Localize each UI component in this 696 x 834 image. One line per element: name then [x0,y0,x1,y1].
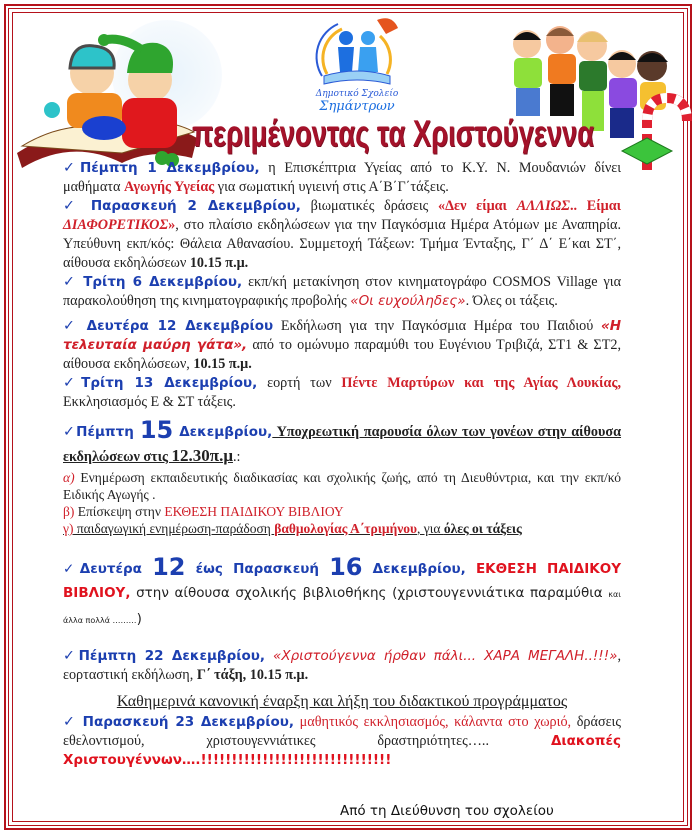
sub-item-label: β) [63,504,75,519]
checkmark-icon: ✓ [63,375,82,391]
event-text: Εκδήλωση για την Παγκόσμια Ημέρα του Παιδιού [273,318,601,334]
event-date: Παρασκευή 2 Δεκεμβρίου, [90,198,301,214]
sub-item-text: , για [417,521,444,536]
kids-on-book-illustration [12,18,202,168]
event-text: .: [232,449,241,465]
sub-item-highlight: ΕΚΘΕΣΗ ΠΑΙΔΙΚΟΥ ΒΙΒΛΙΟΥ [164,504,344,519]
event-item [63,197,621,273]
event-highlight: ΕΚΘΕΣΗ ΠΑΙΔΙΚΟΥ ΒΙΒΛΙΟΥ, [63,561,621,601]
event-text: για σωματική υγιεινή στις Α΄Β΄Γ΄τάξεις. [214,179,449,195]
event-date: Τρίτη 6 Δεκεμβρίου, [83,274,243,290]
date-part: Πέμπτη [76,424,140,440]
event-item [63,273,621,311]
event-text: η Επισκέπτρια Υγείας από το Κ.Υ. Ν. Μουδανιών δίνει μαθήματα [63,160,622,195]
event-text: . Όλες οι τάξεις. [465,293,558,309]
event-red-text: μαθητικός εκκλησιασμός, κάλαντα στο χωριό, [294,714,572,730]
event-bold: Γ΄ τάξη, 10.15 π.μ. [196,667,309,683]
date-number: 12 [152,553,186,581]
checkmark-icon: ✓ [63,714,77,730]
event-date: Τρίτη 13 Δεκεμβρίου, [81,375,258,391]
play-title: «Η τελευταία μαύρη γάτα», [63,318,622,353]
sub-item-label: α) [63,470,75,485]
quote-part: .. Είμαι [569,198,622,214]
sub-item-text: Ενημέρωση εκπαιδευτικής διαδικασίας και σχολικής ζωής, από τη Διευθύντρια, και την εκπ/κό Ειδικής Αγωγής . [63,470,621,502]
event-highlight: Αγωγής Υγείας [123,179,215,195]
event-highlight: Πέντε Μαρτύρων και της Αγίας Λουκίας, [341,375,621,391]
quote-part: ΑΛΛΙΩΣ [516,198,570,214]
sub-item [63,503,621,520]
date-part: Δεκεμβρίου, [362,561,466,577]
date-part: Δευτέρα [79,561,153,577]
event-text: δράσεις εθελοντισμού, χριστουγεννιάτικες δραστηριότητες….. [63,714,621,749]
date-number: 15 [139,416,174,444]
event-time: 12.30π.μ [171,446,233,465]
event-date [79,553,466,581]
page-title: περιμένοντας τα Χριστούγεννα [192,113,594,154]
checkmark-icon: ✓ [63,274,78,290]
holiday-text: Διακοπές Χριστουγέννων….!!!!!!!!!!!!!!!!!!!!!!!!!!!!!!! [63,733,621,768]
event-text-part: Υποχρεωτική παρουσία όλων των γονέων στην αίθουσα εκδηλώσεων στις [63,424,622,465]
event-item [63,713,621,770]
event-item [63,418,621,469]
event-item [63,555,621,633]
quote-part: «Δεν είμαι [438,198,517,214]
event-date: Πέμπτη 22 Δεκεμβρίου, [78,648,266,664]
checkmark-icon: ✓ [63,198,82,214]
checkmark-icon: ✓ [63,648,79,664]
event-date: Δευτέρα 12 Δεκεμβρίου [86,318,274,334]
daily-schedule-note: Καθημερινά κανονική έναρξη και λήξη του διδακτικού προγράμματος [116,693,568,710]
event-date: Πέμπτη 1 Δεκεμβρίου, [79,160,260,176]
event-time: 10.15 π.μ. [193,356,252,372]
event-small-text: και άλλα πολλά ……… [63,590,621,625]
date-part: Δεκεμβρίου, [173,424,273,440]
sub-item [63,469,621,503]
quote-part: ΔΙΑΦΟΡΕΤΙΚΟΣ [63,217,169,233]
checkmark-icon: ✓ [63,160,80,176]
checkmark-icon: ✓ [63,561,80,577]
movie-title: «Οι ευχούληδες» [350,293,466,309]
date-number: 16 [329,553,363,581]
sub-item-text: παιδαγωγική ενημέρωση-παράδοση [73,521,275,536]
logo-line2: Σημάντρων [319,99,395,114]
event-item [63,317,621,374]
event-date: Παρασκευή 23 Δεκεμβρίου, [82,714,295,730]
event-text: βιωματικές δράσεις [300,198,439,214]
school-logo [302,14,412,114]
sub-item-text: Επίσκεψη στην [74,504,165,519]
logo-line1: Δημοτικό Σχολείο [315,89,399,99]
signature: Από τη Διεύθυνση του σχολείου [340,803,554,819]
event-item [63,374,621,412]
event-quote: «Χριστούγεννα ήρθαν πάλι... ΧΑΡΑ ΜΕΓΑΛΗ..!!!» [265,648,618,664]
event-text: στην αίθουσα σχολικής βιβλιοθήκης (χριστουγεννιάτικα παραμύθια [130,585,609,601]
sub-item [63,520,621,537]
checkmark-icon: ✓ [63,424,77,440]
sub-item-label: γ) [63,521,74,536]
quote-part: » [168,217,176,233]
header-banner [12,10,684,160]
event-item [63,647,621,685]
checkmark-icon: ✓ [63,318,79,334]
event-time: 10.15 π.μ. [189,255,249,271]
event-text: , εορταστική εκδήλωση, [63,648,622,683]
sub-item-highlight: βαθμολογίας Α΄τριμήνου [274,521,418,536]
event-date [76,416,273,444]
events-list [63,159,621,770]
event-text: ) [136,611,142,627]
date-part: έως Παρασκευή [185,561,330,577]
event-text: εορτή των [257,375,342,391]
event-text: Εκκλησιασμός Ε & ΣΤ τάξεις. [63,394,236,410]
event-text: , στο πλαίσιο εκδηλώσεων για την Παγκόσμια Ημέρα Ατόμων με Αναπηρία. Υπεύθυνη εκπ/κός: Θάλεια Αθανασίου. Συμμετοχή Τάξεων: Τμήμα Ένταξης, Γ΄ Δ΄ Ε΄και ΣΤ΄, αίθουσα εκδηλώσεων [63,217,621,271]
event-item [63,159,621,197]
event-text: εκπ/κή μετακίνηση στον κινηματογράφο COSMOS Village για παρακολούθηση της κινηματογραφικής προβολής [63,274,622,309]
event-text: από το ομώνυμο παραμύθι του Ευγένιου Τριβιζά, ΣΤ1 & ΣΤ2, αίθουσα εκδηλώσεων, [63,337,621,372]
sub-item-bold: όλες οι τάξεις [443,521,522,536]
